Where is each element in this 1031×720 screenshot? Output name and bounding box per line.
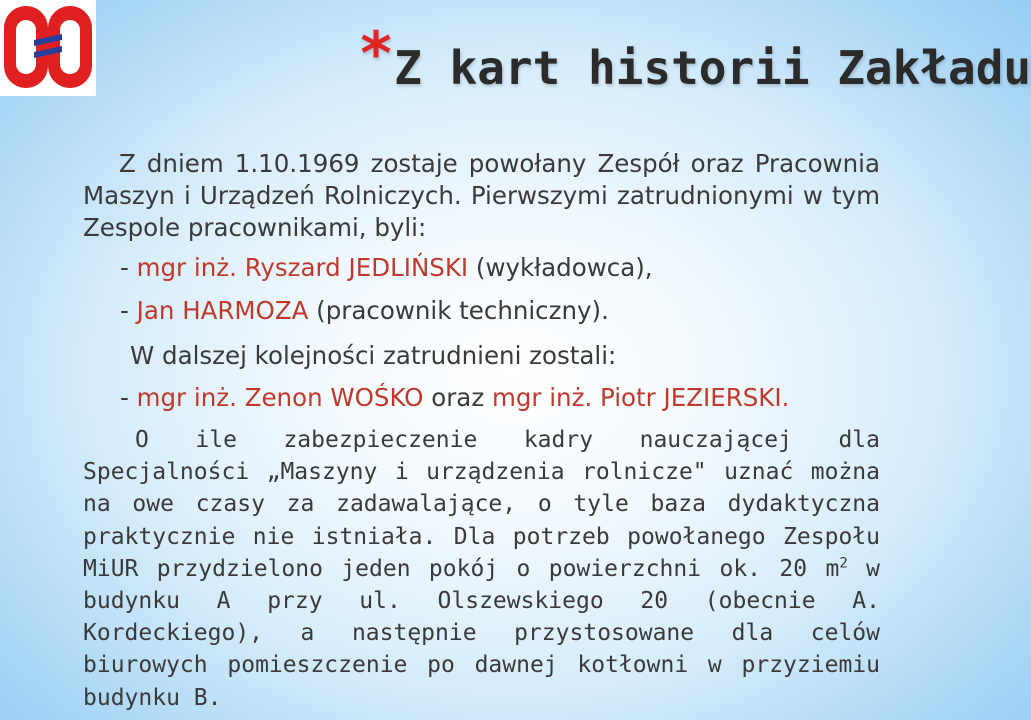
staff-role: (pracownik techniczny). xyxy=(308,296,609,325)
staff-item-1: - mgr inż. Ryszard JEDLIŃSKI (wykładowca), xyxy=(120,253,653,282)
staff-role: (wykładowca), xyxy=(468,253,653,282)
institution-logo-icon xyxy=(0,0,96,96)
later-intro: W dalszej kolejności zatrudnieni zostali: xyxy=(130,341,617,370)
later-staff-item: - mgr inż. Zenon WOŚKO oraz mgr inż. Piotr JEZIERSKI. xyxy=(120,383,790,412)
intro-paragraph: Z dniem 1.10.1969 zostaje powołany Zespół oraz Pracownia Maszyn i Urządzeń Rolniczych. Pierwszymi zatrudnionymi w tym Zespole pracownikami, byli: xyxy=(83,149,880,242)
staff-item-2: - Jan HARMOZA (pracownik techniczny). xyxy=(120,296,609,325)
staff-name: Jan HARMOZA xyxy=(136,296,309,325)
staff-name: mgr inż. Ryszard JEDLIŃSKI xyxy=(136,253,469,282)
main-paragraph: O ile zabezpieczenie kadry nauczającej dla Specjalności „Maszyny i urządzenia rolnicze" uznać można na owe czasy za zadawalające, o tyle baza dydaktyczna praktycznie nie istniała. Dla potrzeb powołanego Zespołu MiUR przydzielono jeden pokój o powierzchni ok. 20 $m^2$ w budynku A przy ul. Olszewskiego 20 (obecnie A. Kordeckiego), a następnie przystosowane dla celów biurowych pomieszczenie po dawnej kotłowni w przyziemiu budynku B. xyxy=(83,427,880,711)
title-asterisk: * xyxy=(358,19,395,89)
page-title xyxy=(358,19,1031,95)
staff-name: mgr inż. Zenon WOŚKO xyxy=(136,383,424,412)
staff-name: mgr inż. Piotr JEZIERSKI. xyxy=(491,383,790,412)
superscript: 2 xyxy=(839,555,848,572)
title-text: Z kart historii Zakładu xyxy=(394,41,1031,95)
